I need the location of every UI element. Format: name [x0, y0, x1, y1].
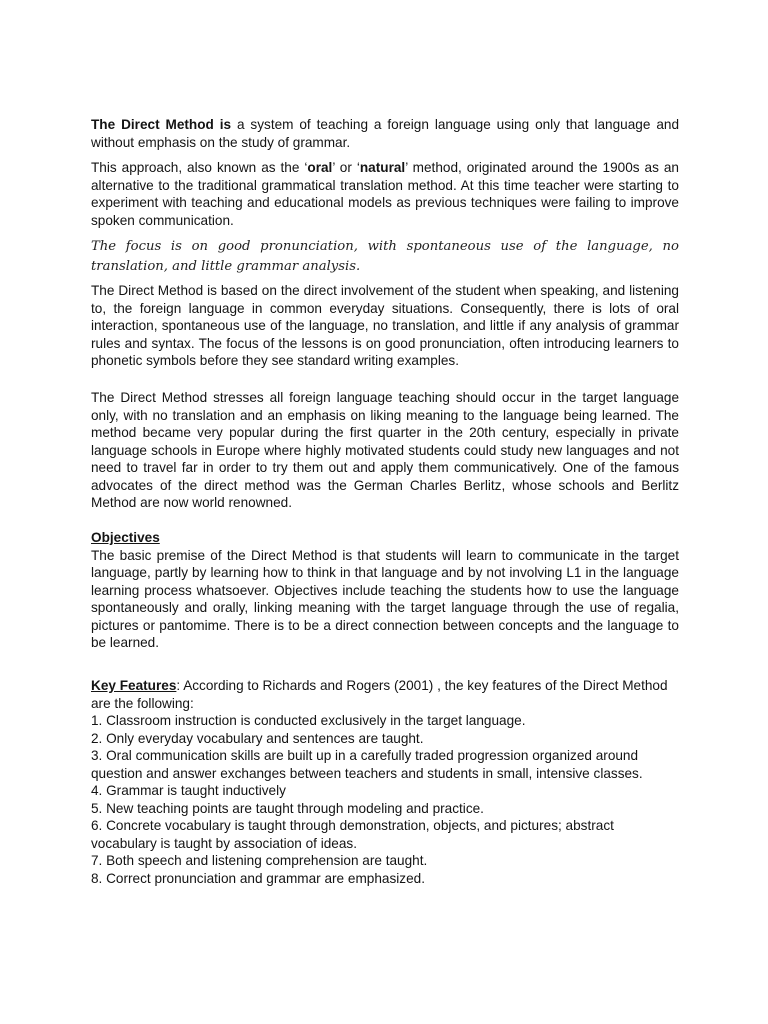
key-features-heading: Key Features [91, 678, 177, 693]
objectives-heading: Objectives [91, 530, 160, 545]
objectives-text: The basic premise of the Direct Method is that students will learn to communicate in the target language, partly by learning how to think in that language and by not involving L1 in the language learning process whatsoever. Objectives include teaching the students how to use the language spontaneously and orally, linking meaning with the target language through the use of regalia, pictures or pantomime. There is to be a direct connection between concepts and the language to be learned. [91, 547, 679, 650]
approach-text-2: ’ or ‘ [332, 160, 360, 175]
key-features-section [91, 677, 679, 887]
list-item: 7. Both speech and listening comprehension are taught. [91, 853, 428, 868]
intro-lead-bold: The Direct Method is [91, 117, 232, 132]
key-features-intro: : According to Richards and Rogers (2001) , the key features of the Direct Method are the following: [91, 678, 668, 711]
list-item: 8. Correct pronunciation and grammar are emphasized. [91, 870, 425, 886]
objectives-section [91, 529, 679, 652]
list-item: 4. Grammar is taught inductively [91, 783, 286, 798]
list-item: 1. Classroom instruction is conducted exclusively in the target language. [91, 713, 526, 728]
key-features-list [91, 712, 679, 887]
list-item: 6. Concrete vocabulary is taught through demonstration, objects, and pictures; abstract vocabulary is taught by association of ideas. [91, 818, 614, 851]
list-item: 2. Only everyday vocabulary and sentences are taught. [91, 730, 424, 746]
list-item: 5. New teaching points are taught through modeling and practice. [91, 800, 484, 816]
focus-quote: The focus is on good pronunciation, with spontaneous use of the language, no translation, and little grammar analysis. [91, 239, 679, 274]
intro-text: a system of teaching a foreign language using only that language and without emphasis on the study of grammar. [91, 117, 679, 150]
intro-paragraph [91, 116, 679, 151]
involvement-paragraph: The Direct Method is based on the direct involvement of the student when speaking, and listening to, the foreign language in common everyday situations. Consequently, there is lots of oral interaction, spontaneous use of the language, no translation, and little if any analysis of grammar rules and syntax. The focus of the lessons is on good pronunciation, often introducing learners to phonetic symbols before they see standard writing examples. [91, 283, 679, 368]
approach-paragraph [91, 159, 679, 229]
list-item: 3. Oral communication skills are built up in a carefully traded progression organized around question and answer exchanges between teachers and students in small, intensive classes. [91, 748, 643, 781]
natural-bold: natural [359, 160, 406, 175]
oral-bold: oral [307, 160, 333, 175]
approach-text-1: This approach, also known as the ‘ [91, 160, 308, 175]
approach-text-3: ’ method, originated around the 1900s as an alternative to the traditional grammatical translation method. At this time teacher were starting to experiment with teaching and educational models as previous techniques were failing to improve spoken communication. [91, 160, 679, 228]
key-features-intro-line [91, 677, 679, 712]
stresses-paragraph: The Direct Method stresses all foreign language teaching should occur in the target language only, with no translation and an emphasis on liking meaning to the language being learned. The method became very popular during the first quarter in the 20th century, especially in private language schools in Europe where highly motivated students could study new languages and not need to travel far in order to try them out and apply them communicatively. One of the famous advocates of the direct method was the German Charles Berlitz, whose schools and Berlitz Method are now world renowned. [91, 390, 679, 510]
